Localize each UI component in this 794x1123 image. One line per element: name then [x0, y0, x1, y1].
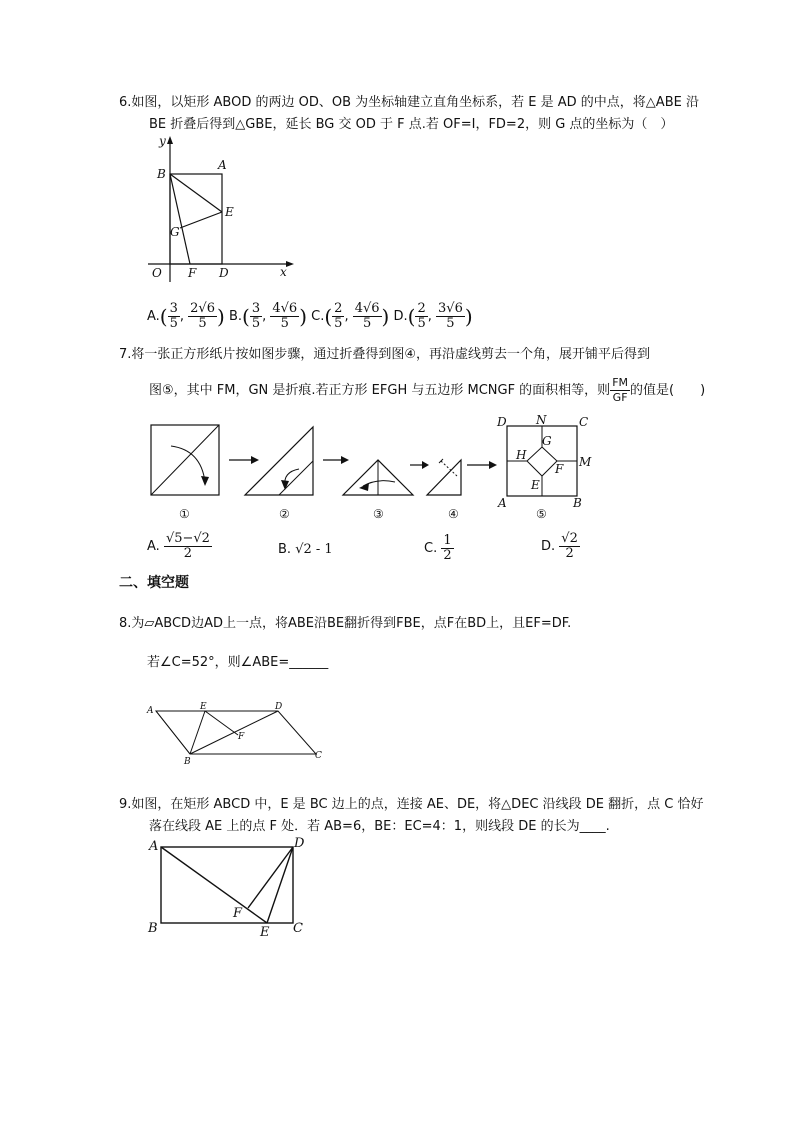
- q9-fig-A: A: [149, 839, 159, 854]
- q6-fig-y: y: [159, 134, 166, 148]
- q7-fig5-F: F: [555, 462, 564, 476]
- q7-fig-label-5: ⑤: [536, 507, 547, 521]
- q7-option-a: A. $\frac{√5-√2}{2}$: [147, 531, 210, 561]
- q7-fig-label-1: ①: [179, 507, 190, 521]
- q6-line1: 6.如图，以矩形 ABOD 的两边 OD、OB 为坐标轴建立直角坐标系，若 E 是 AD 的中点，将△ABE 沿: [119, 95, 699, 110]
- q9-figure: [140, 836, 315, 941]
- q7-fig-label-3: ③: [373, 507, 384, 521]
- q8-fig-A: A: [147, 706, 154, 716]
- q6-fig-E: E: [225, 205, 234, 219]
- q9-fig-B: B: [148, 921, 158, 936]
- q9-line1: 9.如图，在矩形 ABCD 中，E 是 BC 边上的点，连接 AE、DE，将△DEC 沿线段 DE 翻折，点 C 恰好: [119, 797, 704, 812]
- q9-fig-C: C: [293, 921, 303, 936]
- q9-fig-E: E: [260, 925, 270, 940]
- q6-line2: BE 折叠后得到△GBE，延长 BG 交 OD 于 F 点.若 OF=I，FD=2，则 G 点的坐标为（ ）: [149, 117, 674, 132]
- q8-line1: 8.为▱ABCD边AD上一点，将ABE沿BE翻折得到FBE，点F在BD上，且EF=DF.: [119, 616, 572, 631]
- q7-fig5-B: B: [573, 496, 582, 510]
- q6-options: [147, 302, 473, 331]
- q6-option-b: B.( $\frac{3}{5}$ , $\frac{4√6}{5}$ ): [228, 301, 307, 331]
- q6-fig-F: F: [188, 266, 197, 280]
- q6-option-c: C.( $\frac{2}{5}$ , $\frac{4√6}{5}$ ): [311, 301, 390, 331]
- q6-option-a: A.( $\frac{3}{5}$ , $\frac{2√6}{5}$ ): [147, 301, 225, 331]
- q8-fig-C: C: [315, 751, 322, 761]
- q7-fig-label-2: ②: [279, 507, 290, 521]
- q7-fig5-A: A: [498, 496, 507, 510]
- q7-fig5-N: N: [536, 413, 547, 427]
- q7-fig5-H: H: [516, 448, 527, 462]
- q6-fig-x: x: [280, 265, 287, 279]
- q7-option-c: C. $\frac{1}{2}$: [424, 533, 452, 563]
- q6-fig-B: B: [157, 167, 166, 181]
- q7-line1: 7.将一张正方形纸片按如图步骤，通过折叠得到图④，再沿虚线剪去一个角，展开铺平后得到: [119, 347, 651, 362]
- q7-option-d: D. $\frac{√2}{2}$: [541, 531, 578, 561]
- q8-fig-D: D: [275, 702, 283, 712]
- q8-fig-B: B: [184, 757, 191, 767]
- q7-line2: 图⑤，其中 FM，GN 是折痕.若正方形 EFGH 与五边形 MCNGF 的面积相等，则 $\frac{FM}{GF}$ 的值是( ): [149, 376, 706, 404]
- q6-fig-O: O: [152, 266, 162, 280]
- q7-fig5-M: M: [579, 455, 592, 469]
- q8-line2: 若∠C=52°，则∠ABE=______: [147, 655, 329, 670]
- q9-line2: 落在线段 AE 上的点 F 处．若 AB=6，BE：EC=4：1，则线段 DE 的长为____.: [149, 819, 610, 834]
- q9-fig-D: D: [294, 836, 305, 851]
- q7-figures: [145, 412, 605, 527]
- q7-fig5-E: E: [531, 478, 540, 492]
- q6-fig-D: D: [219, 266, 229, 280]
- q6-figure: [140, 132, 300, 282]
- q6-fig-A: A: [218, 158, 227, 172]
- q8-fig-E: E: [200, 702, 207, 712]
- q7-fig5-D: D: [497, 415, 507, 429]
- q9-fig-F: F: [233, 906, 243, 921]
- q6-fig-G: G: [170, 225, 180, 239]
- q7-fig5-C: C: [579, 415, 589, 429]
- q7-fig-label-4: ④: [448, 507, 459, 521]
- q8-fig-F: F: [238, 732, 245, 742]
- q7-fig5-G: G: [542, 434, 552, 448]
- q6-option-d: D.( $\frac{2}{5}$ , $\frac{3√6}{5}$ ): [393, 301, 473, 331]
- q8-figure: [140, 696, 340, 768]
- section-title: 二、填空题: [119, 575, 189, 591]
- q7-option-b: B. √2 - 1: [278, 542, 333, 557]
